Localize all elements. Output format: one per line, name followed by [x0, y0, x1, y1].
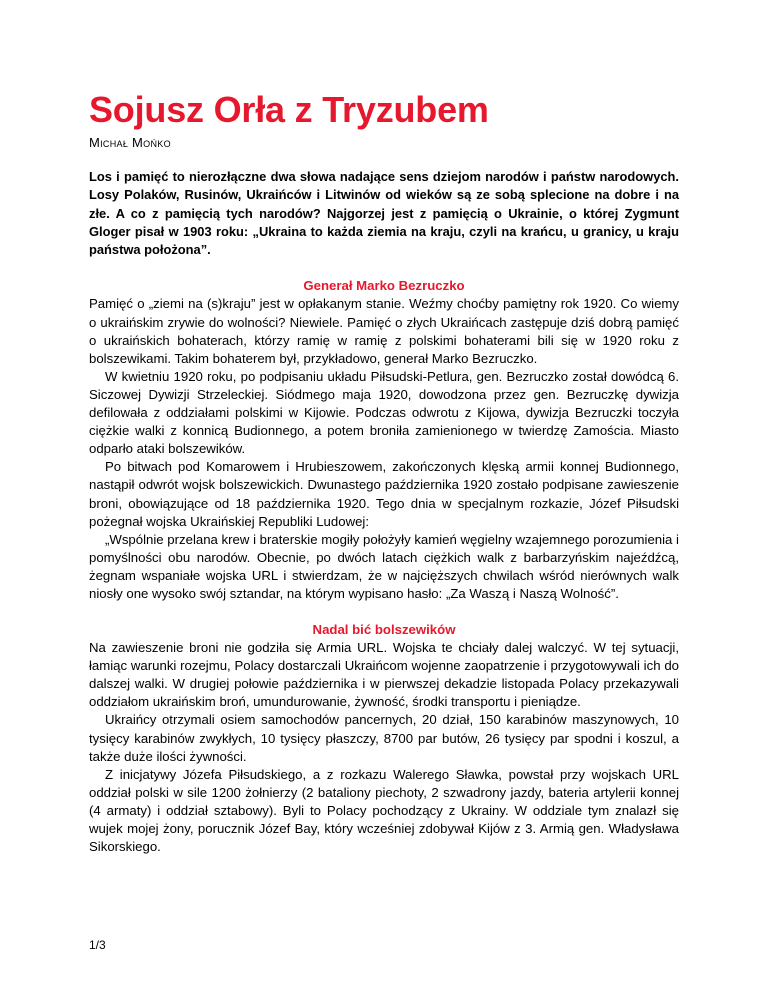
paragraph: „Wspólnie przelana krew i braterskie mogiły położyły kamień węgielny wzajemnego porozumienia i pomyślności obu narodów. Obecnie, po dwóch latach ciężkich walk z barbarzyńskim najeźdźcą, żegnam wspaniałe wojska URL i stwierdzam, że w najcięższych chwilach wśród nierównych walk niosły one wysoko swój sztandar, na którym wypisano hasło: „Za Waszą i Naszą Wolność”.: [89, 531, 679, 601]
section-heading: Generał Marko Bezruczko: [303, 278, 465, 294]
paragraph: W kwietniu 1920 roku, po podpisaniu układu Piłsudski-Petlura, gen. Bezruczko został dowódcą 6. Siczowej Dywizji Strzeleckiej. Siódmego maja 1920, dowodzona przez gen. Bezruczkę dywizja defilowała z oddziałami polskimi w Kijowie. Podczas odwrotu z Kijowa, dywizja Bezruczki toczyła ciężkie walki z konnicą Budionnego, a potem broniła zamienionego w twierdzę Zamościa. Miasto odparło ataki bolszewików.: [89, 368, 679, 457]
article-lead: Los i pamięć to nierozłączne dwa słowa nadające sens dziejom narodów i państw narodowych. Losy Polaków, Rusinów, Ukraińców i Litwinów od wieków są ze sobą splecione na dobre i na złe. A co z pamięcią tych narodów? Najgorzej jest z pamięcią o Ukrainie, o której Zygmunt Gloger pisał w 1903 roku: „Ukraina to każda ziemia na kraju, czyli na krańcu, u granicy, u kraju państwa położona”.: [89, 169, 679, 258]
author-name: Michał Mońko: [89, 135, 171, 150]
document-page: [89, 88, 679, 856]
paragraph: Ukraińcy otrzymali osiem samochodów pancernych, 20 dział, 150 karabinów maszynowych, 10 tysięcy karabinów zwykłych, 10 tysięcy płaszczy, 8700 par butów, 26 tysięcy par spodni i koszul, a także duże ilości żywności.: [89, 712, 679, 764]
page-number: 1/3: [89, 938, 106, 952]
paragraph: Na zawieszenie broni nie godziła się Armia URL. Wojska te chciały dalej walczyć. W tej sytuacji, łamiąc warunki rozejmu, Polacy dostarczali Ukraińcom wojenne zaopatrzenie i przygotowywali ich do dalszej walki. W drugiej połowie października i w pierwszej dekadzie listopada Polacy przekazywali oddziałom ukraińskim broń, umundurowanie, żywność, środki transportu i pieniądze.: [89, 640, 679, 710]
article-title: Sojusz Orła z Tryzubem: [89, 89, 489, 130]
paragraph: Z inicjatywy Józefa Piłsudskiego, a z rozkazu Walerego Sławka, powstał przy wojskach URL oddział polski w sile 1200 żołnierzy (2 bataliony piechoty, 2 szwadrony jazdy, bateria artylerii konnej (4 armaty) i oddział sztabowy). Byli to Polacy pochodzący z Ukrainy. W oddziale tym znalazł się wujek mojej żony, porucznik Józef Bay, który wcześniej zdobywał Kijów z 3. Armią gen. Władysława Sikorskiego.: [89, 766, 679, 855]
paragraph: Po bitwach pod Komarowem i Hrubieszowem, zakończonych klęską armii konnej Budionnego, nastąpił odwrót wojsk bolszewickich. Dwunastego października 1920 zostało podpisane zawieszenie broni, obowiązujące od 18 października 1920. Tego dnia w specjalnym rozkazie, Józef Piłsudski pożegnał wojska Ukraińskiej Republiki Ludowej:: [89, 459, 679, 529]
section-heading: Nadal bić bolszewików: [312, 622, 456, 638]
paragraph: Pamięć o „ziemi na (s)kraju” jest w opłakanym stanie. Weźmy choćby pamiętny rok 1920. Co wiemy o ukraińskim zrywie do wolności? Niewiele. Pamięć o złych Ukraińcach zastępuje dziś dobrą pamięć o ukraińskich bohaterach, którzy ramię w ramię z polskimi bohaterami bili się w 1920 roku z bolszewikami. Takim bohaterem był, przykładowo, generał Marko Bezruczko.: [89, 296, 679, 366]
